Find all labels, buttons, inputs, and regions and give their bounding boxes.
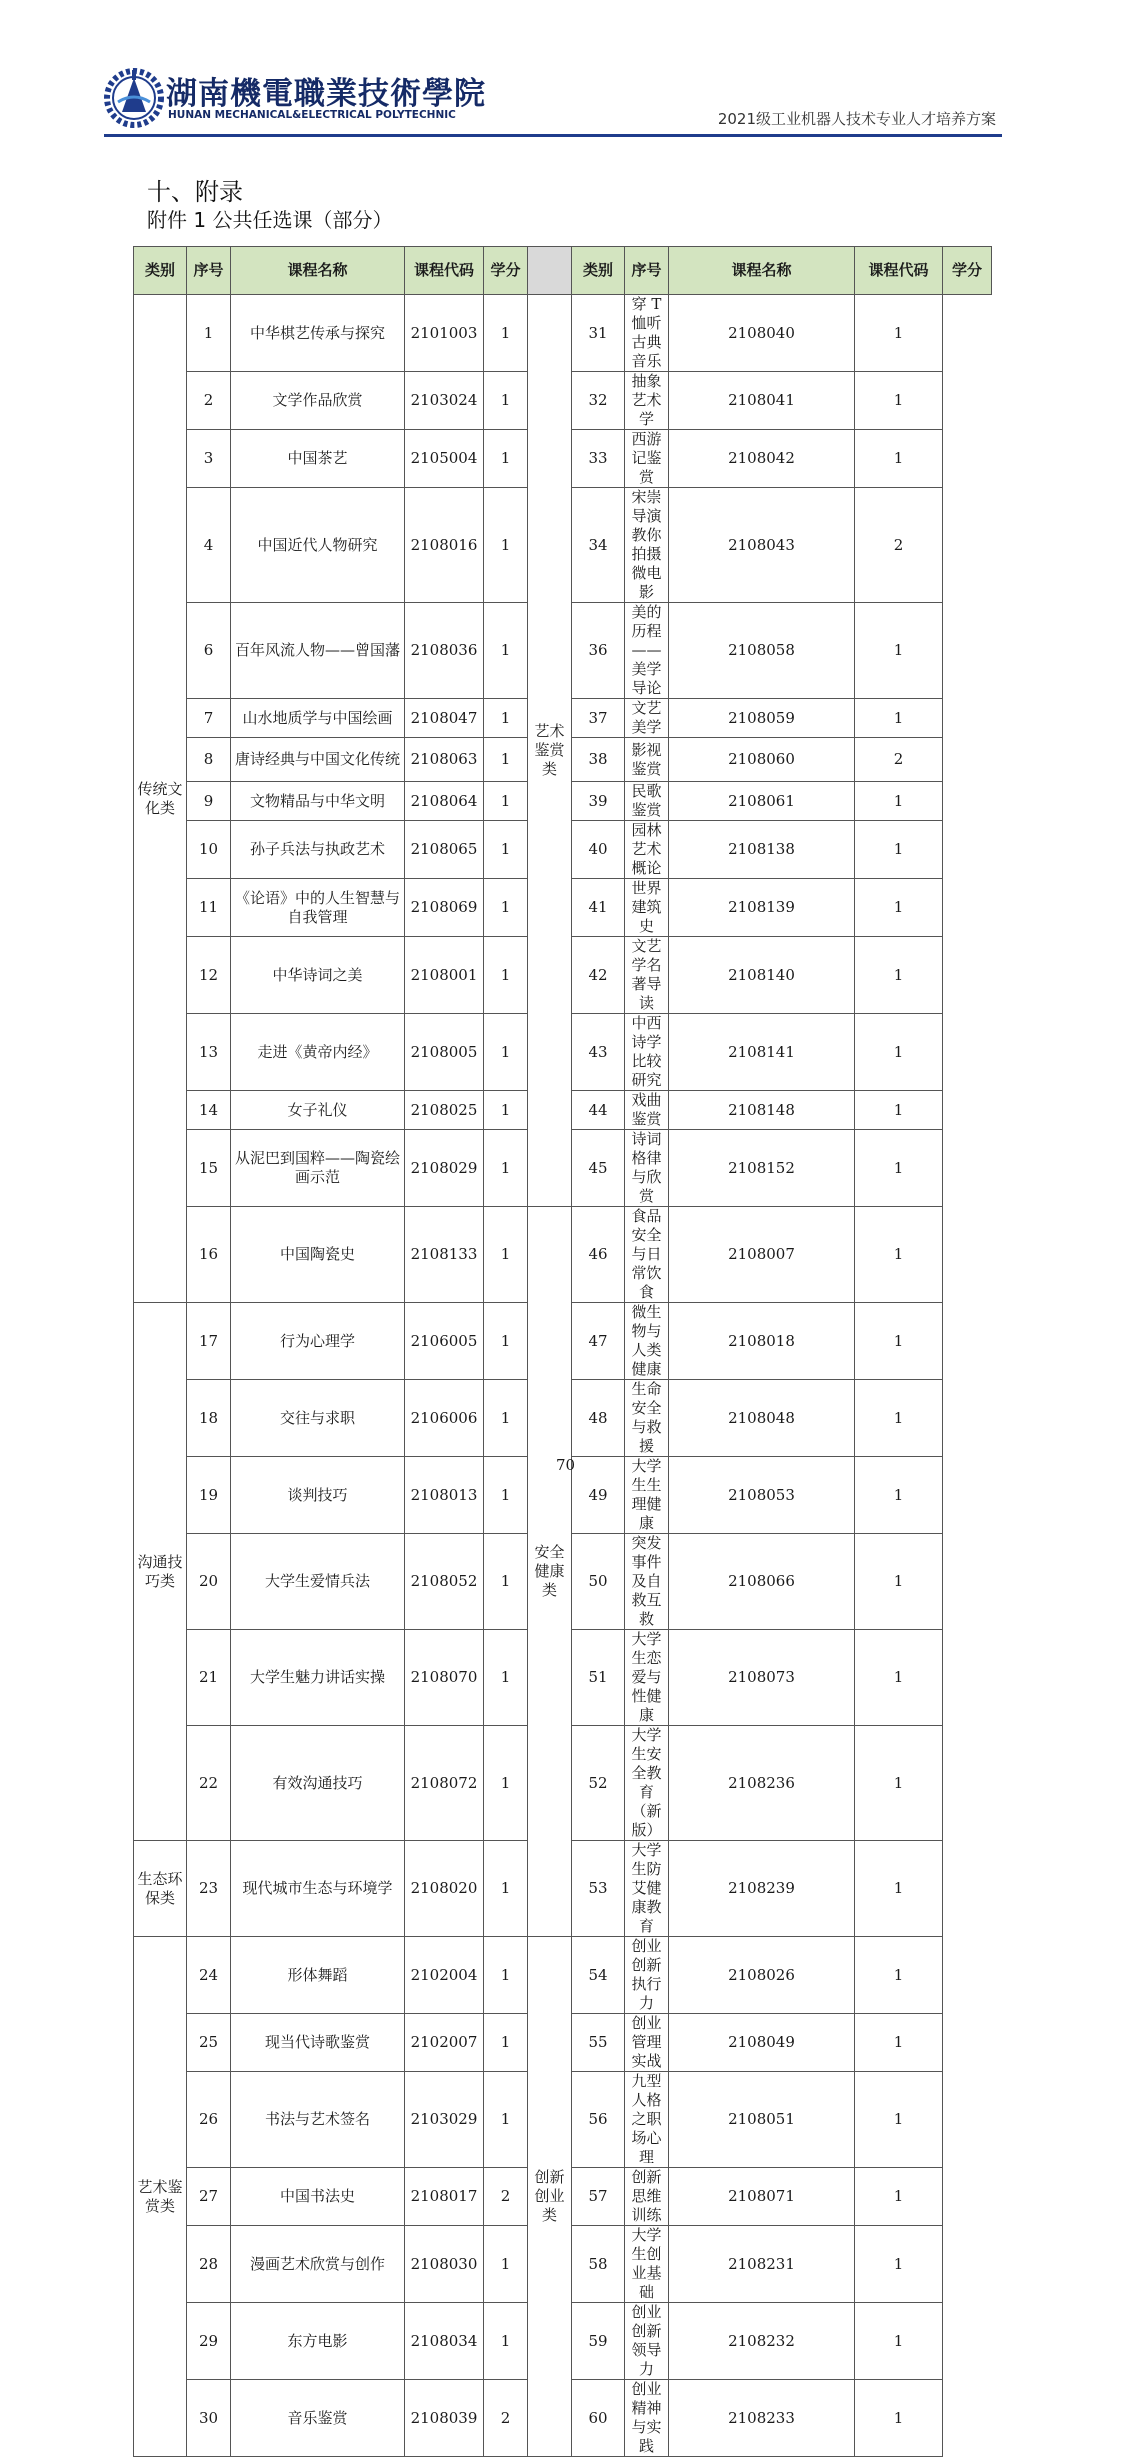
course-number: 32 (572, 372, 625, 430)
course-name: 文物精品与中华文明 (231, 782, 405, 821)
course-code: 2108053 (669, 1457, 855, 1534)
course-name: 中国陶瓷史 (231, 1207, 405, 1303)
course-number: 22 (187, 1726, 231, 1841)
course-number: 15 (187, 1130, 231, 1207)
course-code: 2108152 (669, 1130, 855, 1207)
course-name: 东方电影 (231, 2303, 405, 2380)
course-credit: 1 (855, 2303, 943, 2380)
course-credit: 1 (484, 295, 528, 372)
course-number: 30 (187, 2380, 231, 2457)
header-course-code: 课程代码 (405, 247, 484, 295)
course-credit: 1 (484, 821, 528, 879)
course-code: 2108133 (405, 1207, 484, 1303)
course-credit: 1 (855, 2226, 943, 2303)
course-number: 43 (572, 1014, 625, 1091)
course-code: 2108139 (669, 879, 855, 937)
course-credit: 1 (855, 2072, 943, 2168)
course-name: 戏曲鉴赏 (625, 1091, 669, 1130)
course-name: 大学生爱情兵法 (231, 1534, 405, 1630)
course-code: 2103029 (405, 2072, 484, 2168)
course-name: 创业创新执行力 (625, 1937, 669, 2014)
course-name: 走进《黄帝内经》 (231, 1014, 405, 1091)
course-number: 37 (572, 699, 625, 738)
category-cell: 艺术鉴赏类 (134, 1937, 187, 2457)
course-credit: 1 (855, 1130, 943, 1207)
course-code: 2108034 (405, 2303, 484, 2380)
course-name: 美的历程——美学导论 (625, 603, 669, 699)
course-number: 50 (572, 1534, 625, 1630)
course-credit: 2 (484, 2380, 528, 2457)
course-number: 40 (572, 821, 625, 879)
category-cell: 传统文化类 (134, 295, 187, 1303)
course-code: 2108041 (669, 372, 855, 430)
course-credit: 1 (484, 1726, 528, 1841)
section-subtitle: 附件 1 公共任选课（部分） (147, 208, 393, 232)
course-name: 微生物与人类健康 (625, 1303, 669, 1380)
category-cell: 创新创业类 (528, 1937, 572, 2457)
course-name: 穿 T 恤听古典音乐 (625, 295, 669, 372)
course-number: 52 (572, 1726, 625, 1841)
course-credit: 1 (855, 1014, 943, 1091)
category-cell: 安全健康类 (528, 1207, 572, 1937)
course-code: 2103024 (405, 372, 484, 430)
course-name: 形体舞蹈 (231, 1937, 405, 2014)
course-credit: 1 (484, 1207, 528, 1303)
course-number: 7 (187, 699, 231, 738)
course-credit: 1 (855, 430, 943, 488)
course-code: 2108018 (669, 1303, 855, 1380)
course-credit: 1 (855, 937, 943, 1014)
course-name: 行为心理学 (231, 1303, 405, 1380)
course-code: 2108236 (669, 1726, 855, 1841)
course-code: 2106006 (405, 1380, 484, 1457)
course-code: 2108016 (405, 488, 484, 603)
course-code: 2108058 (669, 603, 855, 699)
course-number: 2 (187, 372, 231, 430)
course-name: 文学作品欣赏 (231, 372, 405, 430)
course-number: 54 (572, 1937, 625, 2014)
course-code: 2108063 (405, 738, 484, 782)
course-name: 世界建筑史 (625, 879, 669, 937)
course-name: 百年风流人物——曾国藩 (231, 603, 405, 699)
course-code: 2102007 (405, 2014, 484, 2072)
course-credit: 1 (484, 2226, 528, 2303)
course-credit: 1 (484, 1014, 528, 1091)
course-number: 33 (572, 430, 625, 488)
course-code: 2102004 (405, 1937, 484, 2014)
course-code: 2108239 (669, 1841, 855, 1937)
course-code: 2108148 (669, 1091, 855, 1130)
course-credit: 1 (484, 937, 528, 1014)
course-number: 21 (187, 1630, 231, 1726)
course-name: 唐诗经典与中国文化传统 (231, 738, 405, 782)
course-name: 诗词格律与欣赏 (625, 1130, 669, 1207)
course-credit: 1 (855, 372, 943, 430)
course-number: 13 (187, 1014, 231, 1091)
course-code: 2108026 (669, 1937, 855, 2014)
category-cell: 艺术鉴赏类 (528, 295, 572, 1207)
course-number: 39 (572, 782, 625, 821)
course-credit: 1 (484, 738, 528, 782)
course-credit: 1 (855, 879, 943, 937)
course-number: 42 (572, 937, 625, 1014)
header-course-code: 课程代码 (855, 247, 943, 295)
course-code: 2108007 (669, 1207, 855, 1303)
course-number: 44 (572, 1091, 625, 1130)
course-number: 31 (572, 295, 625, 372)
course-number: 46 (572, 1207, 625, 1303)
course-number: 56 (572, 2072, 625, 2168)
header-course-name: 课程名称 (231, 247, 405, 295)
course-name: 中国茶艺 (231, 430, 405, 488)
course-credit: 1 (484, 488, 528, 603)
course-number: 20 (187, 1534, 231, 1630)
section-title: 十、附录 (147, 178, 243, 206)
course-name: 谈判技巧 (231, 1457, 405, 1534)
course-name: 大学生安全教育（新版） (625, 1726, 669, 1841)
course-code: 2108071 (669, 2168, 855, 2226)
course-name: 创业创新领导力 (625, 2303, 669, 2380)
course-credit: 2 (484, 2168, 528, 2226)
course-number: 17 (187, 1303, 231, 1380)
course-number: 4 (187, 488, 231, 603)
course-credit: 1 (855, 1303, 943, 1380)
course-number: 27 (187, 2168, 231, 2226)
course-name: 园林艺术概论 (625, 821, 669, 879)
document-title: 2021级工业机器人技术专业人才培养方案 (717, 110, 996, 128)
course-code: 2108029 (405, 1130, 484, 1207)
course-number: 49 (572, 1457, 625, 1534)
course-name: 文艺美学 (625, 699, 669, 738)
course-number: 12 (187, 937, 231, 1014)
course-credit: 1 (484, 2303, 528, 2380)
header-number: 序号 (187, 247, 231, 295)
course-number: 53 (572, 1841, 625, 1937)
course-credit: 1 (484, 782, 528, 821)
course-name: 音乐鉴赏 (231, 2380, 405, 2457)
school-name-en: HUNAN MECHANICAL&ELECTRICAL POLYTECHNIC (168, 109, 456, 121)
course-credit: 1 (855, 2168, 943, 2226)
course-number: 3 (187, 430, 231, 488)
course-name: 九型人格之职场心理 (625, 2072, 669, 2168)
course-name: 中西诗学比较研究 (625, 1014, 669, 1091)
course-number: 29 (187, 2303, 231, 2380)
course-code: 2108005 (405, 1014, 484, 1091)
course-code: 2108052 (405, 1534, 484, 1630)
course-credit: 1 (484, 430, 528, 488)
course-code: 2108020 (405, 1841, 484, 1937)
course-credit: 1 (855, 1380, 943, 1457)
course-name: 创新思维训练 (625, 2168, 669, 2226)
course-number: 55 (572, 2014, 625, 2072)
course-number: 45 (572, 1130, 625, 1207)
table-row (134, 1207, 992, 1303)
course-name: 山水地质学与中国绘画 (231, 699, 405, 738)
course-name: 《论语》中的人生智慧与自我管理 (231, 879, 405, 937)
course-name: 大学生恋爱与性健康 (625, 1630, 669, 1726)
course-credit: 1 (855, 1207, 943, 1303)
gear-emblem-icon (104, 66, 164, 128)
course-name: 民歌鉴赏 (625, 782, 669, 821)
course-number: 6 (187, 603, 231, 699)
course-name: 抽象艺术学 (625, 372, 669, 430)
course-credit: 1 (484, 1534, 528, 1630)
course-name: 宋崇导演教你拍摄微电影 (625, 488, 669, 603)
course-name: 漫画艺术欣赏与创作 (231, 2226, 405, 2303)
course-name: 交往与求职 (231, 1380, 405, 1457)
course-credit: 1 (484, 372, 528, 430)
course-name: 书法与艺术签名 (231, 2072, 405, 2168)
course-code: 2108042 (669, 430, 855, 488)
course-credit: 1 (855, 699, 943, 738)
course-code: 2108231 (669, 2226, 855, 2303)
course-name: 大学生生理健康 (625, 1457, 669, 1534)
course-credit: 1 (484, 1303, 528, 1380)
course-credit: 1 (855, 1937, 943, 2014)
course-code: 2108073 (669, 1630, 855, 1726)
course-credit: 1 (484, 1457, 528, 1534)
course-code: 2108040 (669, 295, 855, 372)
course-credit: 1 (855, 1841, 943, 1937)
course-number: 57 (572, 2168, 625, 2226)
course-credit: 2 (855, 738, 943, 782)
course-credit: 1 (484, 1937, 528, 2014)
course-credit: 1 (484, 2014, 528, 2072)
course-number: 24 (187, 1937, 231, 2014)
course-code: 2108232 (669, 2303, 855, 2380)
course-code: 2108069 (405, 879, 484, 937)
course-code: 2108013 (405, 1457, 484, 1534)
course-code: 2108138 (669, 821, 855, 879)
course-name: 中国近代人物研究 (231, 488, 405, 603)
course-number: 38 (572, 738, 625, 782)
course-name: 创业精神与实践 (625, 2380, 669, 2457)
course-number: 60 (572, 2380, 625, 2457)
course-code: 2108039 (405, 2380, 484, 2457)
course-number: 19 (187, 1457, 231, 1534)
table-row (134, 295, 992, 372)
course-code: 2108049 (669, 2014, 855, 2072)
course-number: 28 (187, 2226, 231, 2303)
page-header (104, 64, 1002, 142)
course-number: 58 (572, 2226, 625, 2303)
course-credit: 1 (484, 879, 528, 937)
course-number: 51 (572, 1630, 625, 1726)
course-name: 现当代诗歌鉴赏 (231, 2014, 405, 2072)
course-code: 2105004 (405, 430, 484, 488)
course-number: 11 (187, 879, 231, 937)
header-number: 序号 (625, 247, 669, 295)
course-code: 2108072 (405, 1726, 484, 1841)
course-code: 2108233 (669, 2380, 855, 2457)
course-code: 2108001 (405, 937, 484, 1014)
course-credit: 1 (484, 1630, 528, 1726)
school-name-cn: 湖南機電職業技術學院 (166, 76, 486, 112)
category-cell: 生态环保类 (134, 1841, 187, 1937)
course-number: 34 (572, 488, 625, 603)
header-credit: 学分 (943, 247, 992, 295)
course-code: 2108030 (405, 2226, 484, 2303)
course-code: 2108047 (405, 699, 484, 738)
course-name: 生命安全与救援 (625, 1380, 669, 1457)
course-name: 中华诗词之美 (231, 937, 405, 1014)
header-course-name: 课程名称 (669, 247, 855, 295)
course-name: 大学生防艾健康教育 (625, 1841, 669, 1937)
course-name: 女子礼仪 (231, 1091, 405, 1130)
course-code: 2106005 (405, 1303, 484, 1380)
course-credit: 1 (484, 1841, 528, 1937)
course-name: 中华棋艺传承与探究 (231, 295, 405, 372)
course-number: 1 (187, 295, 231, 372)
table-gap (528, 247, 572, 295)
course-code: 2108061 (669, 782, 855, 821)
course-credit: 1 (855, 1630, 943, 1726)
course-code: 2108043 (669, 488, 855, 603)
course-number: 59 (572, 2303, 625, 2380)
course-credit: 1 (855, 821, 943, 879)
course-number: 10 (187, 821, 231, 879)
course-code: 2108066 (669, 1534, 855, 1630)
header-credit: 学分 (484, 247, 528, 295)
course-name: 大学生魅力讲话实操 (231, 1630, 405, 1726)
course-name: 文艺学名著导读 (625, 937, 669, 1014)
course-code: 2108036 (405, 603, 484, 699)
course-table (133, 246, 992, 2457)
course-name: 孙子兵法与执政艺术 (231, 821, 405, 879)
course-credit: 1 (484, 2072, 528, 2168)
course-name: 大学生创业基础 (625, 2226, 669, 2303)
course-code: 2101003 (405, 295, 484, 372)
course-code: 2108048 (669, 1380, 855, 1457)
page-number: 70 (555, 1456, 576, 1474)
table-row (134, 1937, 992, 2014)
course-credit: 1 (855, 1726, 943, 1841)
course-name: 突发事件及自救互救 (625, 1534, 669, 1630)
course-code: 2108065 (405, 821, 484, 879)
course-code: 2108060 (669, 738, 855, 782)
course-credit: 1 (484, 699, 528, 738)
course-number: 23 (187, 1841, 231, 1937)
course-credit: 1 (484, 603, 528, 699)
course-credit: 1 (855, 2014, 943, 2072)
course-credit: 1 (855, 1457, 943, 1534)
course-credit: 2 (855, 488, 943, 603)
course-name: 有效沟通技巧 (231, 1726, 405, 1841)
course-code: 2108025 (405, 1091, 484, 1130)
course-number: 18 (187, 1380, 231, 1457)
course-name: 现代城市生态与环境学 (231, 1841, 405, 1937)
course-credit: 1 (855, 295, 943, 372)
course-credit: 1 (484, 1130, 528, 1207)
header-rule (104, 134, 1002, 137)
course-name: 中国书法史 (231, 2168, 405, 2226)
header-category: 类别 (572, 247, 625, 295)
course-code: 2108051 (669, 2072, 855, 2168)
course-credit: 1 (855, 1091, 943, 1130)
course-credit: 1 (484, 1091, 528, 1130)
course-credit: 1 (855, 782, 943, 821)
course-number: 48 (572, 1380, 625, 1457)
course-number: 41 (572, 879, 625, 937)
course-number: 14 (187, 1091, 231, 1130)
course-number: 9 (187, 782, 231, 821)
course-code: 2108017 (405, 2168, 484, 2226)
course-credit: 1 (855, 1534, 943, 1630)
category-cell: 沟通技巧类 (134, 1303, 187, 1841)
course-code: 2108064 (405, 782, 484, 821)
header-category: 类别 (134, 247, 187, 295)
course-number: 8 (187, 738, 231, 782)
course-name: 影视鉴赏 (625, 738, 669, 782)
course-number: 26 (187, 2072, 231, 2168)
course-code: 2108070 (405, 1630, 484, 1726)
course-number: 36 (572, 603, 625, 699)
course-number: 16 (187, 1207, 231, 1303)
course-name: 西游记鉴赏 (625, 430, 669, 488)
course-credit: 1 (855, 603, 943, 699)
course-code: 2108141 (669, 1014, 855, 1091)
table-header-row (134, 247, 992, 295)
course-name: 从泥巴到国粹——陶瓷绘画示范 (231, 1130, 405, 1207)
course-name: 创业管理实战 (625, 2014, 669, 2072)
course-name: 食品安全与日常饮食 (625, 1207, 669, 1303)
course-code: 2108140 (669, 937, 855, 1014)
course-number: 25 (187, 2014, 231, 2072)
course-number: 47 (572, 1303, 625, 1380)
course-credit: 1 (484, 1380, 528, 1457)
course-credit: 1 (855, 2380, 943, 2457)
course-code: 2108059 (669, 699, 855, 738)
